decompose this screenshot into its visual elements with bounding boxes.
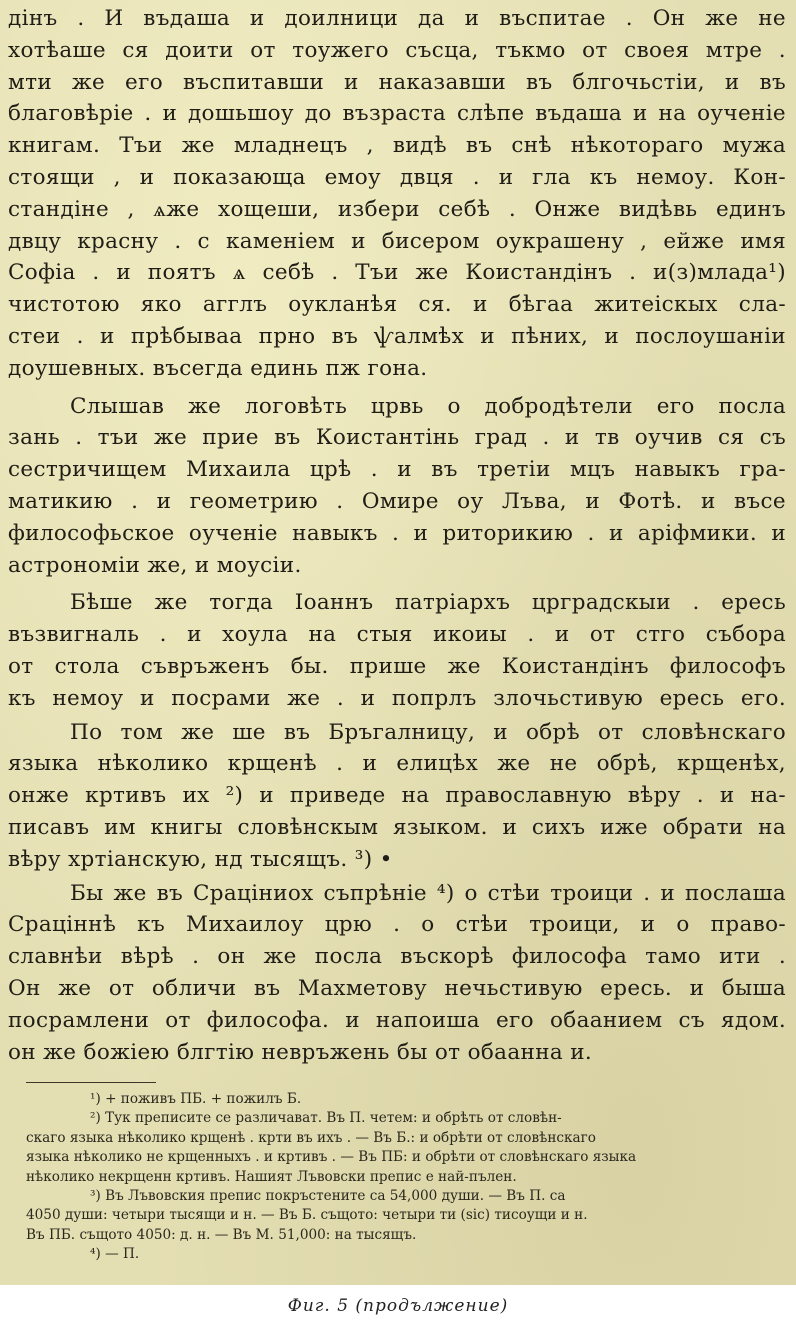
text-line: чистотою яко агглъ оукланѣя ся. и бѣгаа житеіскых сла- <box>8 292 786 318</box>
footnote-3-line: ³) Въ Лъвовския препис покръстените са 54,000 души. — Въ П. са <box>90 1188 566 1205</box>
footnote-4: ⁴) — П. <box>90 1246 140 1263</box>
text-line: благовѣріе . и дошьшоу до възраста слѣпе въдаша и на оученіе <box>8 101 786 127</box>
footnote-2-line: нѣколико некрщенн кртивъ. Нашият Лъвовски препис е най-пълен. <box>26 1168 517 1185</box>
text-line: писавъ им книгы словѣнскым языком. и сихъ иже обрати на <box>8 814 786 840</box>
text-line: стандіне , ѧже хощеши, избери себѣ . Онже видѣвь единъ <box>8 196 786 222</box>
footnote-2-line: ²) Тук преписите се различават. Въ П. четем: и обрѣть от словѣн- <box>90 1110 562 1127</box>
text-line: посрамлени от философа. и напоиша его обаанием съ ядом. <box>8 1007 786 1033</box>
text-line: зань . тъи же прие въ Коистантінь град . и тв оучив ся съ <box>8 425 786 451</box>
text-line: възвигналь . и хоула на стыя икоиы . и от стго събора <box>8 622 786 648</box>
paragraph-2 <box>8 391 786 582</box>
text-line: книгам. Тъи же младнецъ , видѣ въ снѣ нѣкотораго мужа <box>8 133 786 159</box>
text-line: стоящи , и показающа емоу двця . и гла къ немоу. Кон- <box>8 164 786 190</box>
text-line: славнѣи вѣрѣ . он же посла въскорѣ философа тамо ити . <box>8 944 786 970</box>
text-line: сестричищем Михаила црѣ . и въ третіи мцъ навыкъ гра- <box>8 457 786 483</box>
text-line: астрономіи же, и моусіи. <box>8 552 302 578</box>
text-line: вѣру хртіанскую, нд тысящъ. ³) • <box>8 846 393 872</box>
paragraph-1 <box>8 3 786 385</box>
text-line: онже кртивъ их ²) и приведе на православную вѣру . и на- <box>8 783 786 809</box>
footnote-2-line: скаго языка нѣколико крщенѣ . крти въ ихъ . — Въ Б.: и обрѣти от словѣнскаго <box>26 1129 596 1146</box>
footnote-3-line: Въ ПБ. същото 4050: д. н. — Въ М. 51,000: на тысящъ. <box>26 1226 417 1243</box>
footnotes <box>26 1090 786 1265</box>
figure-caption: Фиг. 5 (продължение) <box>287 1296 509 1316</box>
text-line: философьское оученіе навыкъ . и риторикию . и аріфмики. и <box>8 520 786 546</box>
footnote-1: ¹) + поживъ ПБ. + пожилъ Б. <box>90 1091 302 1107</box>
text-line: Он же от обличи въ Махметову нечьстивую ересь. и быша <box>8 975 786 1001</box>
text-line: По том же ше въ Бръгалницу, и обрѣ от словѣнскаго <box>70 719 786 745</box>
text-line: стеи . и прѣбываа прно въ ѱалмѣх и пѣних, и послоушаніи <box>8 323 786 349</box>
footnote-3-line: 4050 души: четыри тысящи и н. — Въ Б. същото: четыри ти (sic) тисоущи и н. <box>26 1207 588 1224</box>
footnote-divider <box>26 1082 156 1083</box>
paragraph-4 <box>8 717 786 876</box>
text-line: дінъ . И въдаша и доилници да и въспитае . Он же не <box>8 6 786 31</box>
text-line: Софіа . и поятъ ѧ себѣ . Тъи же Коистандінъ . и(з)млада¹) <box>8 260 786 286</box>
paragraph-3 <box>8 587 786 714</box>
footnote-2-line: языка нѣколико не крщенныхъ . и кртивъ . — Въ ПБ: и обрѣти от словѣнскаго языка <box>26 1149 637 1166</box>
text-line: Бы же въ Сраціниох съпрѣніе ⁴) о стѣи троици . и послаша <box>70 880 786 906</box>
text-line: Бѣше же тогда Іоаннъ патріархъ црградскыи . ересь <box>70 590 786 616</box>
text-line: Сраціннѣ къ Михаилоу црю . о стѣи троици, и о право- <box>8 912 786 938</box>
text-line: он же божіею блгтію невръжень бы от обаанна и. <box>8 1039 593 1065</box>
text-line: Слышав же логовѣть црвь о добродѣтели его посла <box>70 393 786 419</box>
text-line: от стола съвръженъ бы. прише же Коистандінъ философъ <box>8 653 786 679</box>
text-line: мти же его въспитавши и наказавши въ блгочьстіи, и въ <box>8 69 786 95</box>
paragraph-5 <box>8 878 786 1069</box>
text-line: хотѣаше ся доити от тоужего съсца, тъкмо от своея мтре . <box>8 37 786 63</box>
text-line: къ немоу и посрами же . и попрлъ злочьстивую ересь его. <box>8 685 786 711</box>
text-line: языка нѣколико крщенѣ . и елицѣх же не обрѣ, крщенѣх, <box>8 751 786 777</box>
slavonic-main-text <box>8 3 786 1070</box>
text-line: матикию . и геометрию . Омире оу Лъва, и Фотѣ. и въсе <box>8 488 786 514</box>
text-line: доушевных. въсегда единь пж гона. <box>8 355 428 381</box>
text-line: двцу красну . с каменіем и бисером оукрашену , ейже имя <box>8 228 786 254</box>
